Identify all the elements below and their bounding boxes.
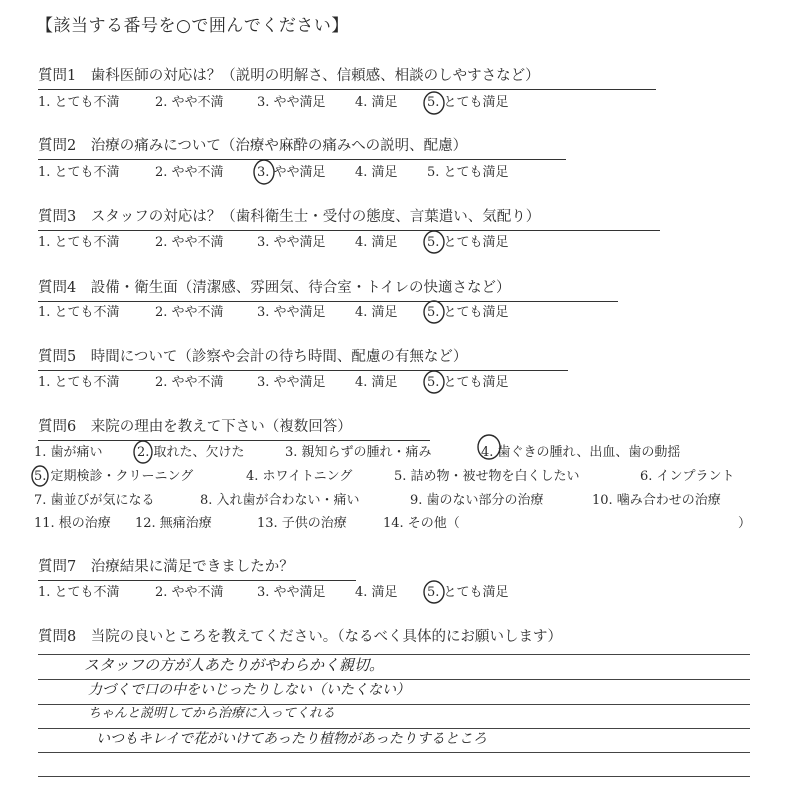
other-close-paren: ） [738,516,752,531]
answer-circle-q3 [424,231,444,253]
option-3[interactable]: 3. やや満足 [257,235,326,250]
question-title: 質問8 当院の良いところを教えてください。（なるべく具体的にお願いします） [38,629,562,645]
handwritten-answer: いつもキレイで花がいけてあったり植物があったりするところ [96,731,487,747]
option-5[interactable]: 5. とても満足 [427,375,509,390]
option-2[interactable]: 2. やや不満 [155,305,224,320]
option-5[interactable]: 5. とても満足 [427,235,509,250]
question-title: 質問2 治療の痛みについて（治療や麻酔の痛みへの説明、配慮） [38,138,468,154]
option-5[interactable]: 5. とても満足 [427,165,509,180]
reason-item-other[interactable]: 14. その他（ [383,516,460,531]
question-title: 質問1 歯科医師の対応は？（説明の明解さ、信頼感、相談のしやすさなど） [38,68,540,84]
option-2[interactable]: 2. やや不満 [155,165,224,180]
option-3[interactable]: 3. やや満足 [257,165,326,180]
option-4[interactable]: 4. 満足 [355,305,398,320]
reason-item[interactable]: 11. 根の治療 [34,516,111,531]
option-4[interactable]: 4. 満足 [355,585,398,600]
reason-item[interactable]: 8. 入れ歯が合わない・痛い [200,493,360,508]
option-1[interactable]: 1. とても不満 [38,235,120,250]
question-title: 質問4 設備・衛生面（清潔感、雰囲気、待合室・トイレの快適さなど） [38,280,511,296]
reason-item[interactable]: 13. 子供の治療 [257,516,347,531]
option-5[interactable]: 5. とても満足 [427,95,509,110]
option-5[interactable]: 5. とても満足 [427,305,509,320]
option-2[interactable]: 2. やや不満 [155,95,224,110]
handwritten-answer: 力づくで口の中をいじったりしない（いたくない） [88,682,410,698]
answer-circle-q6-5 [32,466,48,486]
option-3[interactable]: 3. やや満足 [257,585,326,600]
option-2[interactable]: 2. やや不満 [155,235,224,250]
option-5[interactable]: 5. とても満足 [427,585,509,600]
reason-item[interactable]: 5. 定期検診・クリーニング [34,469,194,484]
handwritten-answer: ちゃんと説明してから治療に入ってくれる [88,706,336,721]
handwritten-answer: スタッフの方が人あたりがやわらかく親切。 [84,656,385,674]
answer-circle-q5 [424,371,444,393]
reason-item[interactable]: 10. 噛み合わせの治療 [592,493,721,508]
answer-circle-q4 [424,301,444,323]
reason-item[interactable]: 7. 歯並びが気になる [34,493,155,508]
reason-item[interactable]: 9. 歯のない部分の治療 [410,493,544,508]
option-4[interactable]: 4. 満足 [355,375,398,390]
question-title: 質問6 来院の理由を教えて下さい（複数回答） [38,419,352,435]
option-2[interactable]: 2. やや不満 [155,375,224,390]
option-3[interactable]: 3. やや満足 [257,95,326,110]
option-4[interactable]: 4. 満足 [355,235,398,250]
option-4[interactable]: 4. 満足 [355,95,398,110]
option-4[interactable]: 4. 満足 [355,165,398,180]
reason-item[interactable]: 6. インプラント [640,469,735,484]
reason-item[interactable]: 4. 歯ぐきの腫れ、出血、歯の動揺 [481,445,681,460]
option-3[interactable]: 3. やや満足 [257,375,326,390]
answer-circle-q1 [424,92,444,114]
answer-circle-q7 [424,581,444,603]
option-1[interactable]: 1. とても不満 [38,585,120,600]
reason-item[interactable]: 3. 親知らずの腫れ・痛み [285,445,432,460]
question-title: 質問3 スタッフの対応は？（歯科衛生士・受付の態度、言葉遣い、気配り） [38,209,541,225]
answer-circle-q2 [254,160,274,184]
answer-circle-q6-2 [134,441,152,463]
option-1[interactable]: 1. とても不満 [38,375,120,390]
option-2[interactable]: 2. やや不満 [155,585,224,600]
reason-item[interactable]: 12. 無痛治療 [135,516,212,531]
option-1[interactable]: 1. とても不満 [38,305,120,320]
answer-circle-q6-4 [478,435,500,459]
question-title: 質問5 時間について（診察や会計の待ち時間、配慮の有無など） [38,349,468,365]
reason-item[interactable]: 2. 取れた、欠けた [137,445,245,460]
option-3[interactable]: 3. やや満足 [257,305,326,320]
form-instruction-header: 【該当する番号を○で囲んでください】 [36,16,349,36]
option-1[interactable]: 1. とても不満 [38,165,120,180]
reason-item[interactable]: 4. ホワイトニング [246,469,353,484]
reason-item[interactable]: 1. 歯が痛い [34,445,103,460]
question-title: 質問7 治療結果に満足できましたか？ [38,559,294,575]
reason-item[interactable]: 5. 詰め物・被せ物を白くしたい [394,469,580,484]
option-1[interactable]: 1. とても不満 [38,95,120,110]
